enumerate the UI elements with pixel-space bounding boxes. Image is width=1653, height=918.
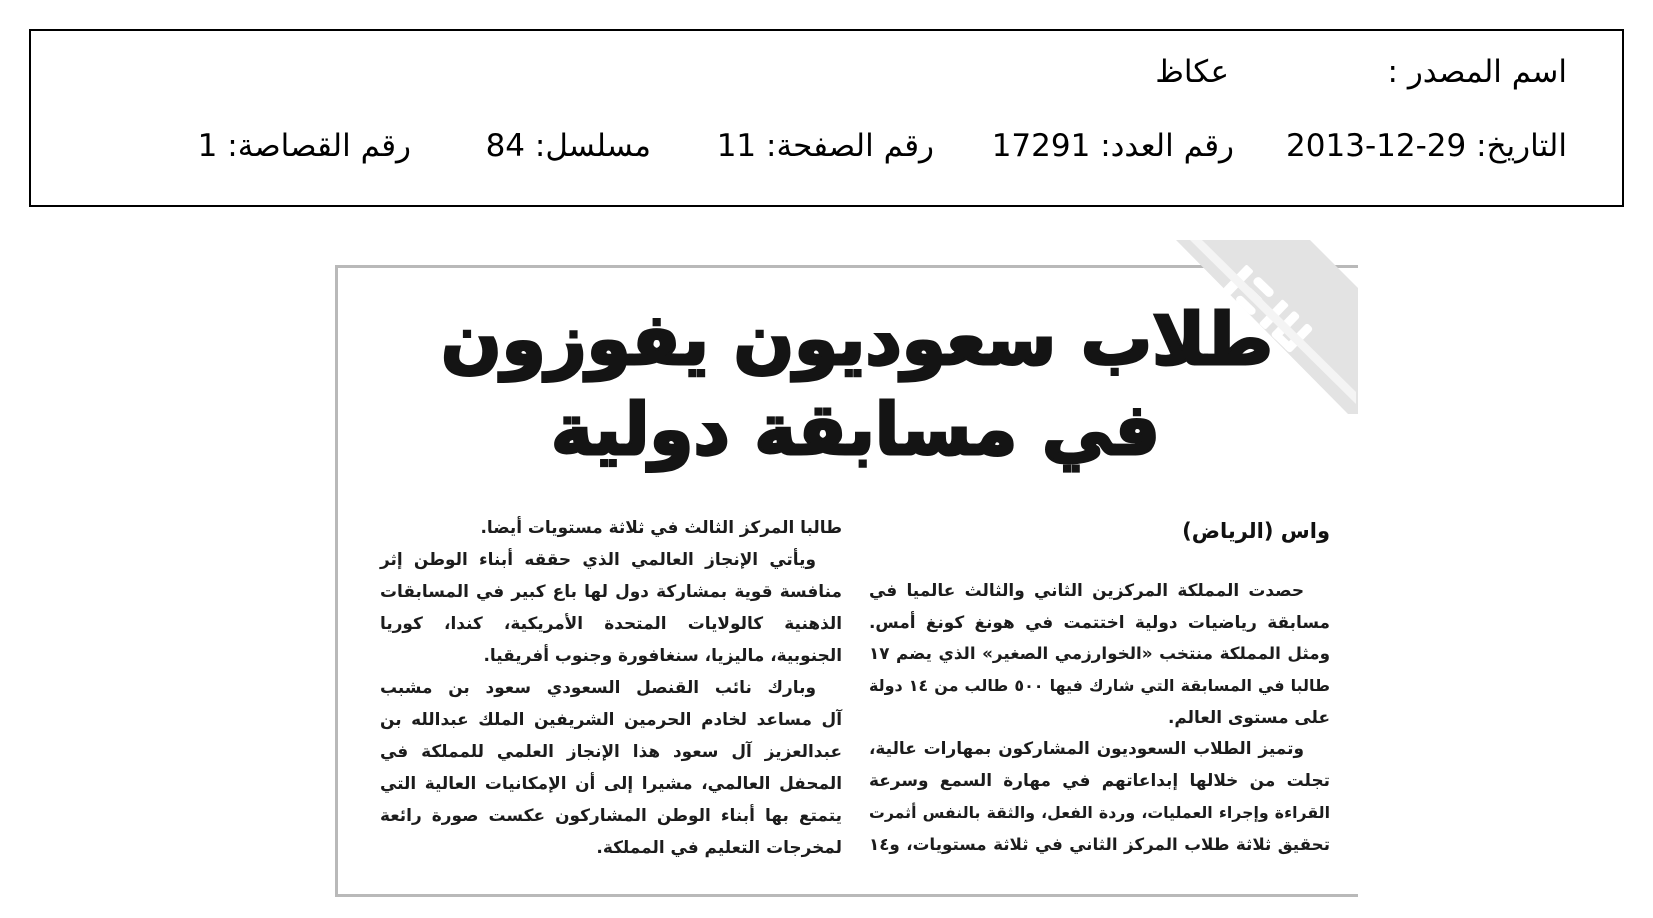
- line-text: طالبا في المسابقة التي شارك فيها ٥٠٠ طالب من ١٤ دولة: [869, 676, 1331, 696]
- article-column-left: [380, 511, 842, 863]
- article-line: [869, 575, 1330, 607]
- serial-value: 84: [485, 128, 526, 164]
- line-text: وتميز الطلاب السعوديون المشاركون بمهارات عالية،: [869, 738, 1304, 759]
- line-text: الذهنية كالولايات المتحدة الأمريكية، كندا، كوريا: [380, 613, 842, 633]
- page-label: رقم الصفحة:: [766, 128, 934, 164]
- line-text: تحقيق ثلاثة طلاب المركز الثاني في ثلاثة مستويات، و١٤: [869, 833, 1330, 854]
- headline-line-2: [551, 380, 1160, 480]
- article-line: [380, 543, 842, 575]
- article-line: [869, 670, 1330, 702]
- article-line: [869, 829, 1330, 861]
- date-label: التاريخ:: [1476, 128, 1567, 164]
- page-value: 11: [716, 128, 757, 164]
- line-text: على مستوى العالم.: [1167, 706, 1330, 727]
- article-line: [380, 607, 842, 639]
- serial-field: [486, 126, 651, 166]
- article-line: [869, 765, 1330, 797]
- line-text: منافسة قوية بمشاركة دول لها باع كبير في المسابقات: [380, 581, 842, 601]
- article-line: [869, 733, 1330, 765]
- article-line: [380, 831, 842, 863]
- article-column-right: [869, 575, 1330, 860]
- article-line: [380, 767, 842, 799]
- line-text: تجلت من خلالها إبداعاتهم في مهارة السمع وسرعة: [869, 770, 1330, 791]
- line-text: القراءة وإجراء العمليات، وردة الفعل، والثقة بالنفس أثمرت: [869, 802, 1330, 822]
- line-text: حصدت المملكة المركزين الثاني والثالث عالميا في: [869, 580, 1304, 600]
- article-line: [380, 671, 842, 703]
- article-line: [380, 799, 842, 831]
- line-text: وبارك نائب القنصل السعودي سعود بن مشبب: [380, 677, 816, 697]
- serial-label: مسلسل:: [534, 128, 651, 164]
- article-line: [869, 702, 1330, 734]
- date-value: 2013-12-29: [1286, 128, 1467, 164]
- clip-number-field: [198, 126, 411, 166]
- line-text: آل مساعد لخادم الحرمين الشريفين الملك عبدالله بن: [380, 709, 842, 729]
- clipping-info-box: [29, 29, 1624, 207]
- article-line: [869, 797, 1330, 829]
- line-text: يتمتع بها أبناء الوطن المشاركون عكست صورة رائعة: [380, 805, 842, 825]
- headline-text-1: طلاب سعوديون يفوزون: [441, 298, 1273, 381]
- date-field: [1286, 126, 1567, 166]
- clip-number-value: 1: [197, 128, 218, 164]
- byline: واس (الرياض): [1182, 519, 1330, 543]
- source-label: [1388, 52, 1567, 92]
- line-text: المحفل العالمي، مشيرا إلى أن الإمكانيات العالية التي: [380, 773, 842, 793]
- clip-number-label: رقم القصاصة:: [227, 128, 411, 164]
- page-field: [717, 126, 934, 166]
- line-text: الجنوبية، ماليزيا، سنغافورة وجنوب أفريقيا.: [483, 645, 842, 665]
- line-text: لمخرجات التعليم في المملكة.: [596, 837, 842, 857]
- article-line: [380, 575, 842, 607]
- article-line: [380, 639, 842, 671]
- article-line: [869, 638, 1330, 670]
- issue-field: [992, 126, 1234, 166]
- headline-text-2: في مسابقة دولية: [551, 388, 1160, 471]
- line-text: طالبا المركز الثالث في ثلاثة مستويات أيضا.: [480, 517, 842, 537]
- issue-value: 17291: [991, 128, 1091, 164]
- source-value: [1155, 52, 1229, 92]
- line-text: عبدالعزيز آل سعود هذا الإنجاز العلمي للمملكة في: [380, 741, 842, 761]
- source-value-text: عكاظ: [1155, 54, 1229, 90]
- article-line: [869, 607, 1330, 639]
- source-label-text: اسم المصدر :: [1387, 54, 1567, 90]
- article-line: [380, 511, 842, 543]
- article-line: [380, 735, 842, 767]
- article-line: [380, 703, 842, 735]
- line-text: ومثل المملكة منتخب «الخوارزمي الصغير» الذي يضم ١٧: [869, 643, 1330, 664]
- line-text: مسابقة رياضيات دولية اختتمت في هونغ كونغ أمس.: [869, 611, 1330, 632]
- headline-line-1: [441, 290, 1273, 390]
- line-text: ويأتي الإنجاز العالمي الذي حققه أبناء الوطن إثر: [380, 549, 816, 569]
- issue-label: رقم العدد:: [1100, 128, 1234, 164]
